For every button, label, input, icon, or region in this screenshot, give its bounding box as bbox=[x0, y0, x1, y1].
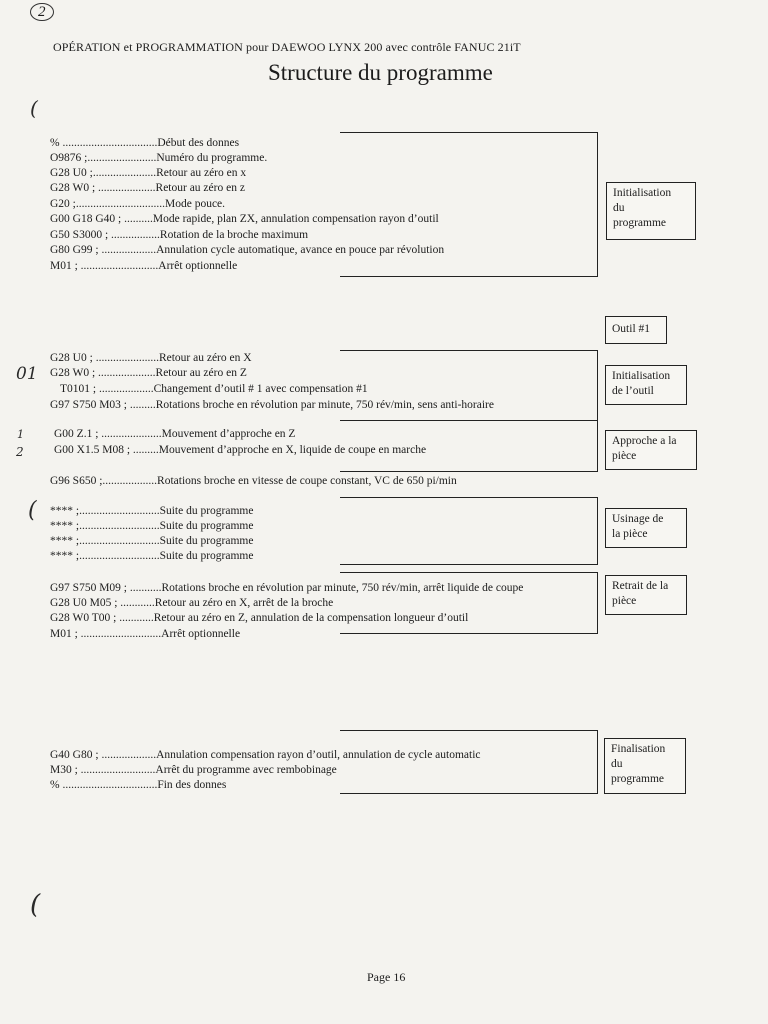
program-line bbox=[50, 151, 267, 166]
program-line bbox=[50, 243, 444, 258]
scan-mark-bracket: ( bbox=[30, 890, 41, 920]
tool-label-box: Outil #1 bbox=[605, 316, 667, 344]
section-side-rule bbox=[597, 350, 598, 420]
gcode: M30 ; bbox=[50, 764, 78, 776]
description: Arrêt optionnelle bbox=[158, 260, 238, 272]
leader-dots: .................... bbox=[95, 182, 156, 194]
program-line bbox=[54, 427, 295, 442]
description: Retour au zéro en X bbox=[158, 352, 252, 364]
program-line bbox=[50, 549, 253, 564]
gcode: G00 Z.1 ; bbox=[54, 428, 99, 440]
leader-dots: .......................... bbox=[77, 764, 156, 776]
description: Début des donnes bbox=[157, 137, 240, 149]
section-label-box: Retrait de la pièce bbox=[605, 575, 687, 615]
program-line bbox=[50, 534, 253, 549]
leader-dots: ......... bbox=[130, 444, 159, 456]
leader-dots: ................... bbox=[102, 475, 158, 487]
description: Mode pouce. bbox=[165, 198, 226, 210]
leader-dots: .......... bbox=[121, 213, 153, 225]
leader-dots: ............................ bbox=[79, 550, 160, 562]
page-footer: Page 16 bbox=[367, 970, 406, 984]
description: Numéro du programme. bbox=[156, 152, 268, 164]
description: Arrêt du programme avec rembobinage bbox=[155, 764, 337, 776]
gcode: G28 U0 ; bbox=[50, 352, 93, 364]
leader-dots: ............ bbox=[117, 597, 155, 609]
leader-dots: ..................... bbox=[98, 428, 162, 440]
handwritten-note: 1 bbox=[17, 428, 24, 441]
description: Arrêt optionnelle bbox=[161, 628, 241, 640]
program-line bbox=[50, 366, 247, 381]
gcode: G96 S650 ; bbox=[50, 475, 103, 487]
leader-dots: ...................... bbox=[92, 167, 157, 179]
section-side-rule bbox=[597, 497, 598, 565]
section-bottom-rule bbox=[340, 793, 598, 794]
program-line bbox=[54, 443, 426, 458]
section-label-box: Approche a la pièce bbox=[605, 430, 697, 470]
section-side-rule bbox=[597, 730, 598, 794]
section-top-rule bbox=[340, 572, 598, 573]
description: Annulation cycle automatique, avance en pouce par révolution bbox=[156, 244, 445, 256]
leader-dots: ................................. bbox=[59, 779, 158, 791]
gcode: T0101 ; bbox=[60, 383, 97, 395]
section-side-rule bbox=[597, 420, 598, 472]
leader-dots: ............................ bbox=[79, 535, 160, 547]
program-line bbox=[50, 627, 240, 642]
description: Retour au zéro en x bbox=[156, 167, 247, 179]
section-bottom-rule bbox=[340, 633, 598, 634]
leader-dots: ................... bbox=[96, 383, 154, 395]
program-line bbox=[50, 763, 337, 778]
handwritten-note: 01 bbox=[16, 364, 38, 384]
description: Mouvement d’approche en X, liquide de coupe en marche bbox=[158, 444, 427, 456]
gcode: % bbox=[50, 779, 60, 791]
program-line bbox=[50, 212, 439, 227]
program-line bbox=[50, 581, 523, 596]
description: Annulation compensation rayon d’outil, annulation de cycle automatic bbox=[156, 749, 481, 761]
leader-dots: ......... bbox=[127, 399, 156, 411]
description: Mode rapide, plan ZX, annulation compensation rayon d’outil bbox=[152, 213, 439, 225]
program-line bbox=[50, 136, 239, 151]
handwritten-note: 2 bbox=[16, 445, 24, 459]
description: Suite du programme bbox=[159, 550, 254, 562]
leader-dots: ............ bbox=[116, 612, 154, 624]
description: Rotations broche en révolution par minute, 750 rév/min, sens anti-horaire bbox=[155, 399, 494, 411]
program-line bbox=[50, 519, 253, 534]
handwritten-page-mark: 2 bbox=[30, 3, 54, 21]
scan-mark-bracket: ( bbox=[30, 96, 38, 120]
gcode: G97 S750 M09 ; bbox=[50, 582, 127, 594]
program-line bbox=[50, 504, 253, 519]
gcode: G28 U0 ; bbox=[50, 167, 93, 179]
gcode: G28 W0 ; bbox=[50, 182, 96, 194]
gcode: G00 G18 G40 ; bbox=[50, 213, 122, 225]
section-bottom-rule bbox=[340, 471, 598, 472]
section-side-rule bbox=[597, 572, 598, 634]
description: Rotation de la broche maximum bbox=[159, 229, 309, 241]
description: Suite du programme bbox=[159, 505, 254, 517]
leader-dots: ........................ bbox=[87, 152, 157, 164]
gcode: G50 S3000 ; bbox=[50, 229, 109, 241]
section-label-box: Initialisation du programme bbox=[606, 182, 696, 240]
section-top-rule bbox=[340, 730, 598, 731]
leader-dots: .................... bbox=[95, 367, 156, 379]
leader-dots: ............................ bbox=[79, 520, 160, 532]
leader-dots: ................... bbox=[98, 749, 157, 761]
description: Fin des donnes bbox=[157, 779, 227, 791]
program-line bbox=[50, 259, 237, 274]
program-line bbox=[60, 382, 368, 397]
section-side-rule bbox=[597, 132, 598, 277]
description: Retour au zéro en X, arrêt de la broche bbox=[154, 597, 334, 609]
section-label-box: Finalisation du programme bbox=[604, 738, 686, 794]
gcode: **** ; bbox=[50, 535, 80, 547]
leader-dots: ........................... bbox=[77, 260, 159, 272]
description: Mouvement d’approche en Z bbox=[161, 428, 296, 440]
gcode: M01 ; bbox=[50, 628, 78, 640]
document-header: OPÉRATION et PROGRAMMATION pour DAEWOO LYNX 200 avec contrôle FANUC 21iT bbox=[53, 40, 521, 54]
description: Rotations broche en vitesse de coupe constant, VC de 650 pi/min bbox=[157, 475, 457, 487]
leader-dots: ............................ bbox=[77, 628, 162, 640]
program-line bbox=[50, 181, 245, 196]
gcode: G28 U0 M05 ; bbox=[50, 597, 118, 609]
leader-dots: ................................. bbox=[59, 137, 158, 149]
description: Retour au zéro en Z bbox=[155, 367, 247, 379]
gcode: **** ; bbox=[50, 550, 80, 562]
leader-dots: ................. bbox=[108, 229, 160, 241]
gcode: **** ; bbox=[50, 505, 80, 517]
section-top-rule bbox=[340, 420, 598, 421]
gcode: G97 S750 M03 ; bbox=[50, 399, 127, 411]
description: Retour au zéro en z bbox=[155, 182, 245, 194]
program-line bbox=[50, 748, 481, 763]
section-top-rule bbox=[340, 350, 598, 351]
section-top-rule bbox=[340, 497, 598, 498]
section-top-rule bbox=[340, 132, 598, 133]
page-title: Structure du programme bbox=[268, 60, 493, 85]
program-line bbox=[50, 351, 252, 366]
description: Suite du programme bbox=[159, 535, 254, 547]
program-line bbox=[50, 398, 494, 413]
program-line bbox=[50, 778, 226, 793]
program-line bbox=[50, 228, 308, 243]
description: Rotations broche en révolution par minute, 750 rév/min, arrêt liquide de coupe bbox=[161, 582, 524, 594]
gcode: G28 W0 ; bbox=[50, 367, 96, 379]
leader-dots: ............................ bbox=[79, 505, 160, 517]
gcode: G40 G80 ; bbox=[50, 749, 99, 761]
gcode: % bbox=[50, 137, 60, 149]
program-line bbox=[50, 596, 333, 611]
leader-dots: ...................... bbox=[92, 352, 159, 364]
gcode: G28 W0 T00 ; bbox=[50, 612, 117, 624]
description: Retour au zéro en Z, annulation de la compensation longueur d’outil bbox=[153, 612, 469, 624]
leader-dots: ................... bbox=[98, 244, 157, 256]
gcode: M01 ; bbox=[50, 260, 78, 272]
gcode: **** ; bbox=[50, 520, 80, 532]
leader-dots: ........... bbox=[127, 582, 162, 594]
section-label-box: Initialisation de l’outil bbox=[605, 365, 687, 405]
program-line bbox=[50, 166, 246, 181]
program-line bbox=[50, 474, 457, 489]
section-label-box: Usinage de la pièce bbox=[605, 508, 687, 548]
section-bottom-rule bbox=[340, 564, 598, 565]
leader-dots: ............................... bbox=[75, 198, 165, 210]
gcode: G80 G99 ; bbox=[50, 244, 99, 256]
gcode: G00 X1.5 M08 ; bbox=[54, 444, 131, 456]
section-bottom-rule bbox=[340, 276, 598, 277]
description: Changement d’outil # 1 avec compensation #1 bbox=[153, 383, 368, 395]
program-line bbox=[50, 197, 225, 212]
gcode: O9876 ; bbox=[50, 152, 88, 164]
gcode: G20 ; bbox=[50, 198, 76, 210]
scan-mark-bracket: ( bbox=[28, 498, 37, 523]
description: Suite du programme bbox=[159, 520, 254, 532]
program-line bbox=[50, 611, 468, 626]
